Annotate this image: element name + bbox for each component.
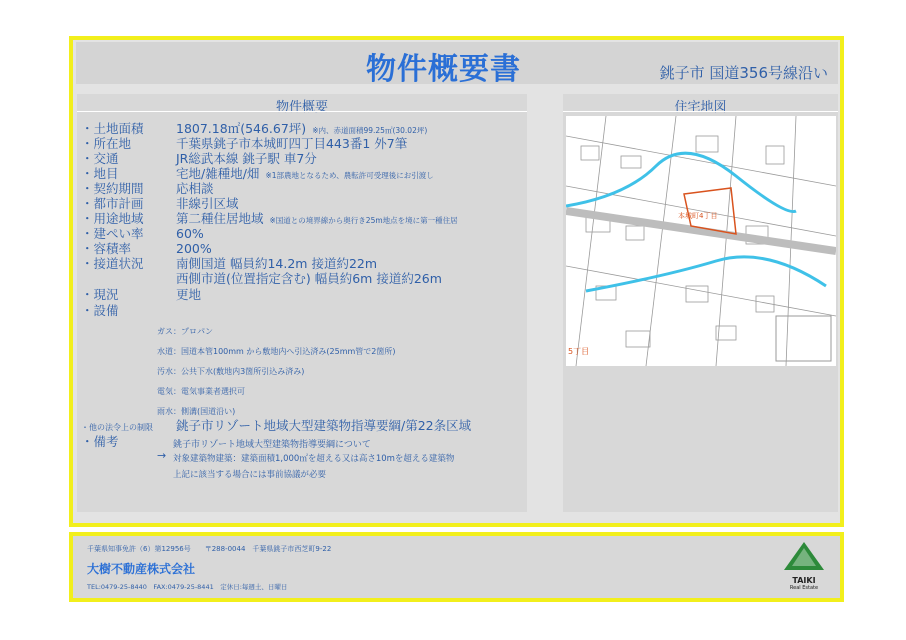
tree-icon (782, 540, 826, 574)
map-corner-label: 5丁目 (568, 347, 590, 356)
map-lot-label: 本城町4丁目 (678, 212, 718, 220)
logo-name: TAIKI (792, 576, 816, 585)
company-logo (782, 540, 826, 596)
map-panel (563, 94, 838, 512)
page-subtitle: 銚子市 国道356号線沿い (659, 64, 828, 82)
remark-line2: 対象建築物建築：建築面積1,000㎡を超える又は高さ10mを超える建築物 (173, 454, 455, 464)
equip-rain: 雨水：側溝(国道沿い) (157, 407, 236, 416)
company-name: 大樹不動産株式会社 (87, 562, 196, 576)
equip-sewage: 汚水：公共下水(敷地内3箇所引込み済み) (157, 367, 305, 376)
header-bar (76, 42, 838, 87)
divider (563, 111, 838, 112)
equip-gas: ガス：プロパン (157, 327, 213, 336)
equip-electric: 電気：電気事業者選択可 (157, 387, 245, 396)
map-panel-title: 住宅地図 (674, 100, 727, 115)
row-other: ・他の法令上の制限 銚子市リゾート地域大型建築物指導要綱/第22条区域 (81, 418, 472, 433)
page-title: 物件概要書 (366, 52, 521, 87)
map-drawing (566, 116, 836, 366)
remark-line3: 上記に該当する場合には事前協議が必要 (173, 470, 327, 480)
equip-water: 水道：国道本管100mm から敷地内へ引込済み(25mm管で2箇所) (157, 347, 396, 356)
footer (69, 532, 844, 602)
license-text: 千葉県知事免許（6）第12956号 〒288-0044 千葉県銚子市西芝町9-22 (87, 545, 332, 553)
divider (77, 111, 527, 112)
contact-text: TEL:0479-25-8440 FAX:0479-25-8441 定休日:毎週土、日曜日 (87, 583, 288, 591)
remark-value: 銚子市リゾート地域大型建築物指導要綱について (173, 440, 371, 450)
summary-panel: 物件概要 ・土地面積 1807.18㎡(546.67坪) ※内、赤道面積99.25㎡(30.02坪) ・所在地 千葉県銚子市本城町四丁目443番1 外7筆 ・交通 JR総武本線 銚子駅 車7分 ・地目 宅地/雑種地/畑 ※1部農地となるため、農転許可受理後にお引渡し ・契約期間 応相談 ・都市計画 非線引区域 ・用途地域 第二種住居地域 ※国道との境界線から奥行き25m地点を境に第一種住居 ・建ぺい率 60% ・容積率 200% ・接道状況 南側国道 幅員約14.2m 接道約22m 西側市道(位置指定含む) 幅員約6m 接道約26m ・現況 更地 ・設備 ガス：プロパン 水道：国道本管100mm から敷地内へ引込済み(25mm管で2箇所) 汚水：公共下水(敷地内3箇所引込み済み) 電気：電気事業者選択可 雨水：側溝(国道沿い) ・他の法令上の制限 銚子市リゾート地域大型建築物指導要綱/第22条区域 ・備考 銚子市リゾート地域大型建築物指導要綱について → 対象建築物建築：建築面積1,000㎡を超える又は高さ10mを超える建築物 上記に該当する場合には事前協議が必要 (77, 94, 527, 512)
summary-panel-title: 物件概要 (275, 100, 328, 115)
remark-arrow: → (157, 449, 167, 462)
housing-map (566, 116, 836, 366)
logo-sub: Real Estate (789, 585, 819, 591)
